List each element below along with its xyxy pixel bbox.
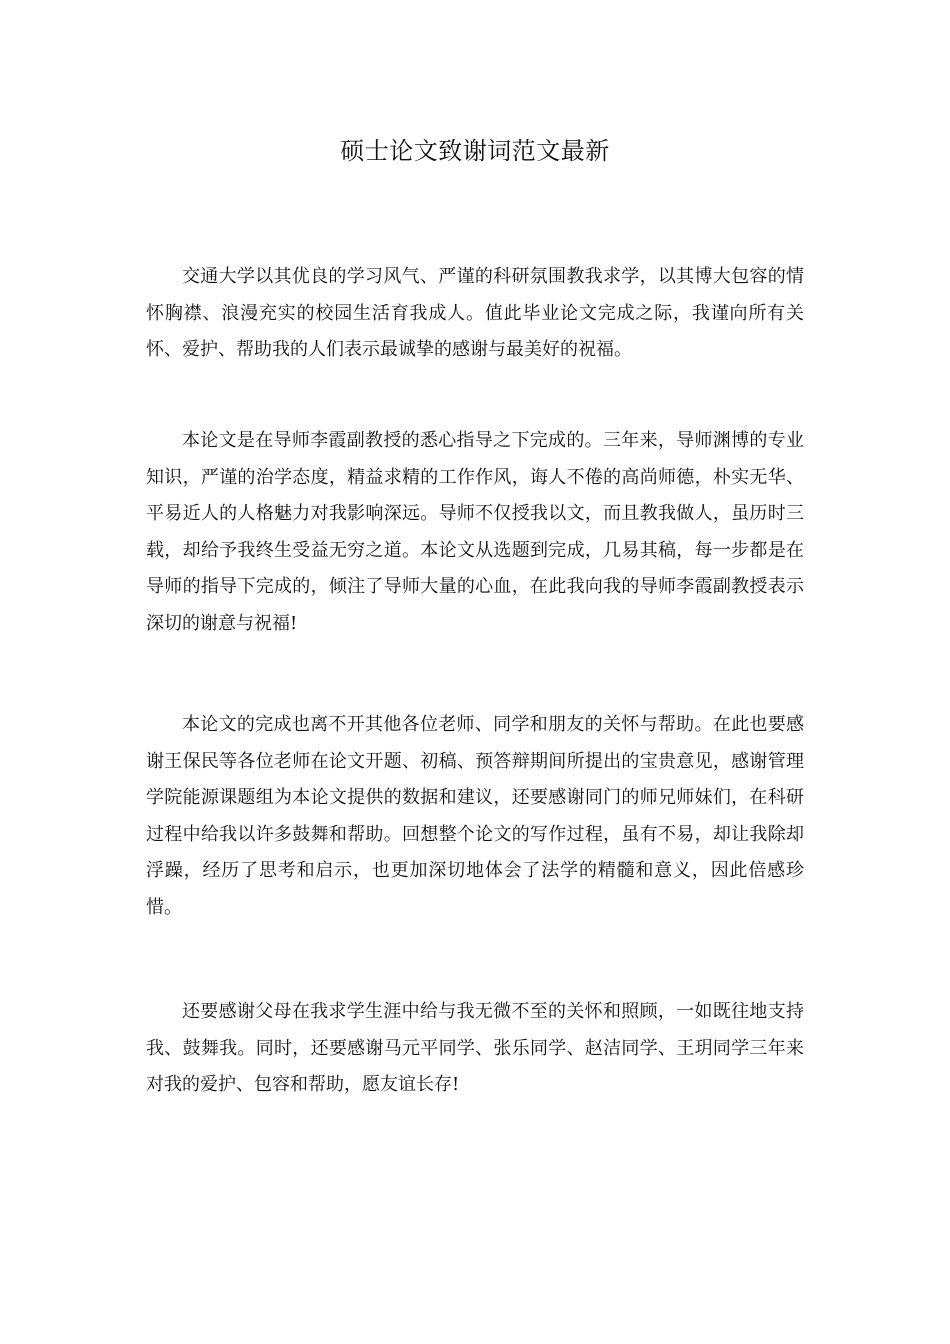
paragraph-3: 本论文的完成也离不开其他各位老师、同学和朋友的关怀与帮助。在此也要感谢王保民等各位老师在论文开题、初稿、预答辩期间所提出的宝贵意见，感谢管理学院能源课题组为本论文提供的数据和建议，还要感谢同门的师兄师妹们，在科研过程中给我以许多鼓舞和帮助。回想整个论文的写作过程，虽有不易，却让我除却浮躁，经历了思考和启示，也更加深切地体会了法学的精髓和意义，因此倍感珍惜。 (146, 714, 804, 918)
paragraph-4: 还要感谢父母在我求学生涯中给与我无微不至的关怀和照顾，一如既往地支持我、鼓舞我。同时，还要感谢马元平同学、张乐同学、赵洁同学、王玥同学三年来对我的爱护、包容和帮助，愿友谊长存! (146, 1001, 804, 1095)
paragraph-2: 本论文是在导师李霞副教授的悉心指导之下完成的。三年来，导师渊博的专业知识，严谨的治学态度，精益求精的工作作风，诲人不倦的高尚师德，朴实无华、平易近人的人格魅力对我影响深远。导师不仅授我以文，而且教我做人，虽历时三载，却给予我终生受益无穷之道。本论文从选题到完成，几易其稿，每一步都是在导师的指导下完成的，倾注了导师大量的心血，在此我向我的导师李霞副教授表示深切的谢意与祝福! (146, 430, 804, 634)
paragraph-1: 交通大学以其优良的学习风气、严谨的科研氛围教我求学，以其博大包容的情怀胸襟、浪漫充实的校园生活育我成人。值此毕业论文完成之际，我谨向所有关怀、爱护、帮助我的人们表示最诚挚的感谢与最美好的祝福。 (146, 266, 804, 360)
document-title: 硕士论文致谢词范文最新 (340, 137, 610, 165)
